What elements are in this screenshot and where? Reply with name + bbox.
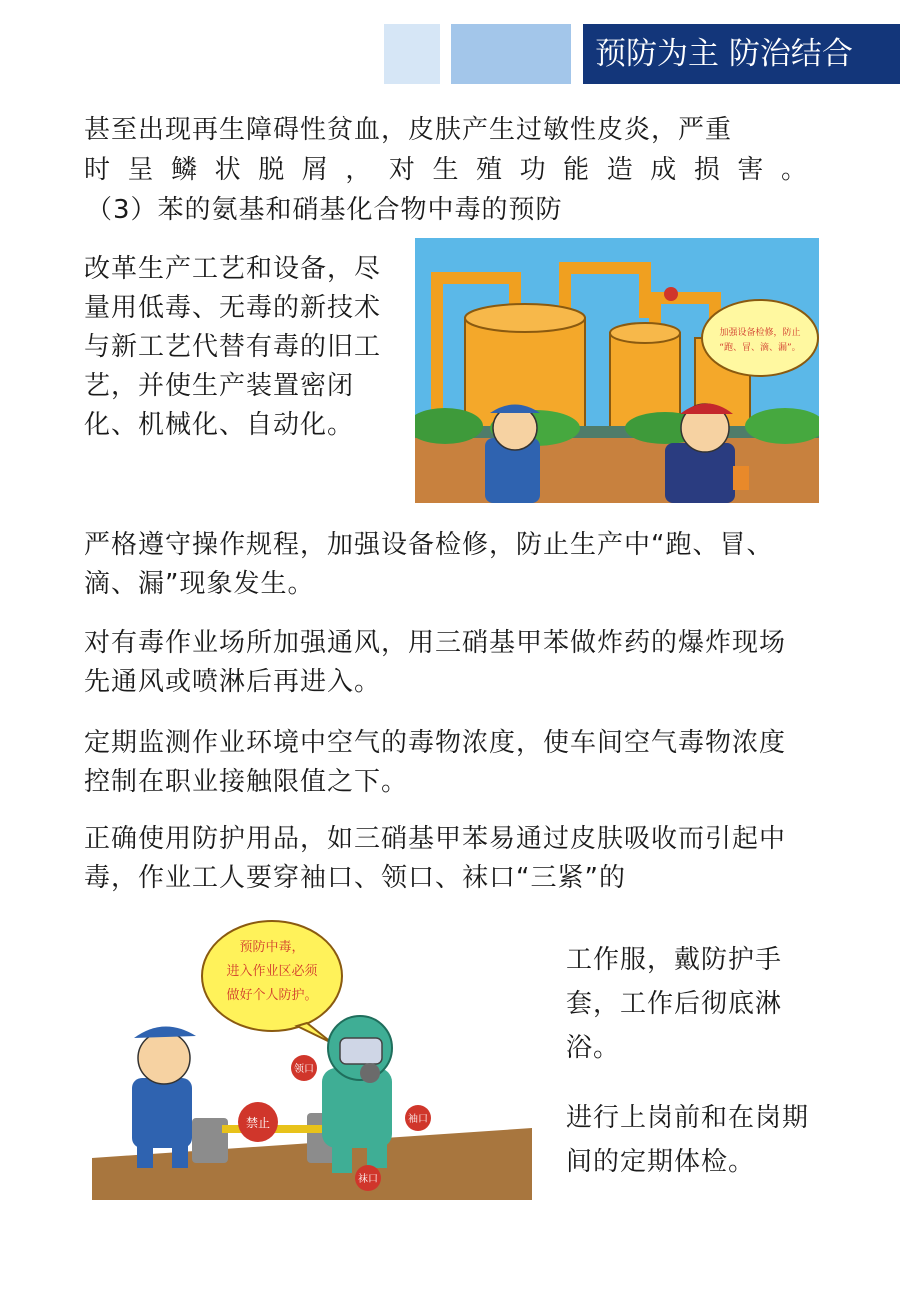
- illustration-2-svg: [92, 918, 532, 1200]
- illustration-1-speech-line-1: 加强设备检修，防止: [719, 328, 801, 338]
- illustration-2-collar-label: 领口: [294, 1064, 314, 1075]
- header-decor-mid: [451, 24, 571, 84]
- illustration-equipment-maintenance: [415, 238, 819, 503]
- illustration-personal-protection: [92, 918, 532, 1200]
- header-decor-light: [384, 24, 440, 84]
- illustration-2-cuff-label: 袖口: [408, 1114, 428, 1125]
- paragraph-5: 定期监测作业环境中空气的毒物浓度，使车间空气毒物浓度控制在职业接触限值之下。: [84, 728, 787, 797]
- illustration-1-svg: [415, 238, 819, 503]
- illustration-2-speech-line-1: 预防中毒，: [239, 940, 305, 955]
- illustration-2-speech-line-3: 做好个人防护。: [226, 988, 318, 1003]
- paragraph-4: 对有毒作业场所加强通风，用三硝基甲苯做炸药的爆炸现场先通风或喷淋后再进入。: [84, 628, 787, 697]
- illustration-1-speech-line-2: “跑、冒、滴、漏”。: [719, 343, 801, 353]
- paragraph-7: 工作服，戴防护手套，工作后彻底淋浴。: [566, 945, 783, 1063]
- paragraph-6: 正确使用防护用品，如三硝基甲苯易通过皮肤吸收而引起中毒，作业工人要穿袖口、领口、袜口“三紧”的: [84, 824, 787, 893]
- paragraph-3: 严格遵守操作规程，加强设备检修，防止生产中“跑、冒、滴、漏”现象发生。: [84, 530, 774, 599]
- illustration-2-stop-label: 禁止: [245, 1116, 271, 1130]
- paragraph-1-line-1: 甚至出现再生障碍性贫血，皮肤产生过敏性皮炎，严重: [84, 115, 733, 145]
- section-heading: （3）苯的氨基和硝基化合物中毒的预防: [86, 195, 563, 225]
- illustration-2-sock-label: 袜口: [358, 1174, 378, 1185]
- paragraph-2: 改革生产工艺和设备，尽量用低毒、无毒的新技术与新工艺代替有毒的旧工艺，并使生产装置密闭化、机械化、自动化。: [84, 254, 382, 440]
- paragraph-1-line-2: 时呈鳞状脱屑，对生殖功能造成损害。: [84, 155, 808, 185]
- illustration-2-speech-line-2: 进入作业区必须: [226, 964, 318, 979]
- paragraph-8: 进行上岗前和在岗期间的定期体检。: [566, 1103, 810, 1177]
- header-title: 预防为主 防治结合: [583, 24, 900, 84]
